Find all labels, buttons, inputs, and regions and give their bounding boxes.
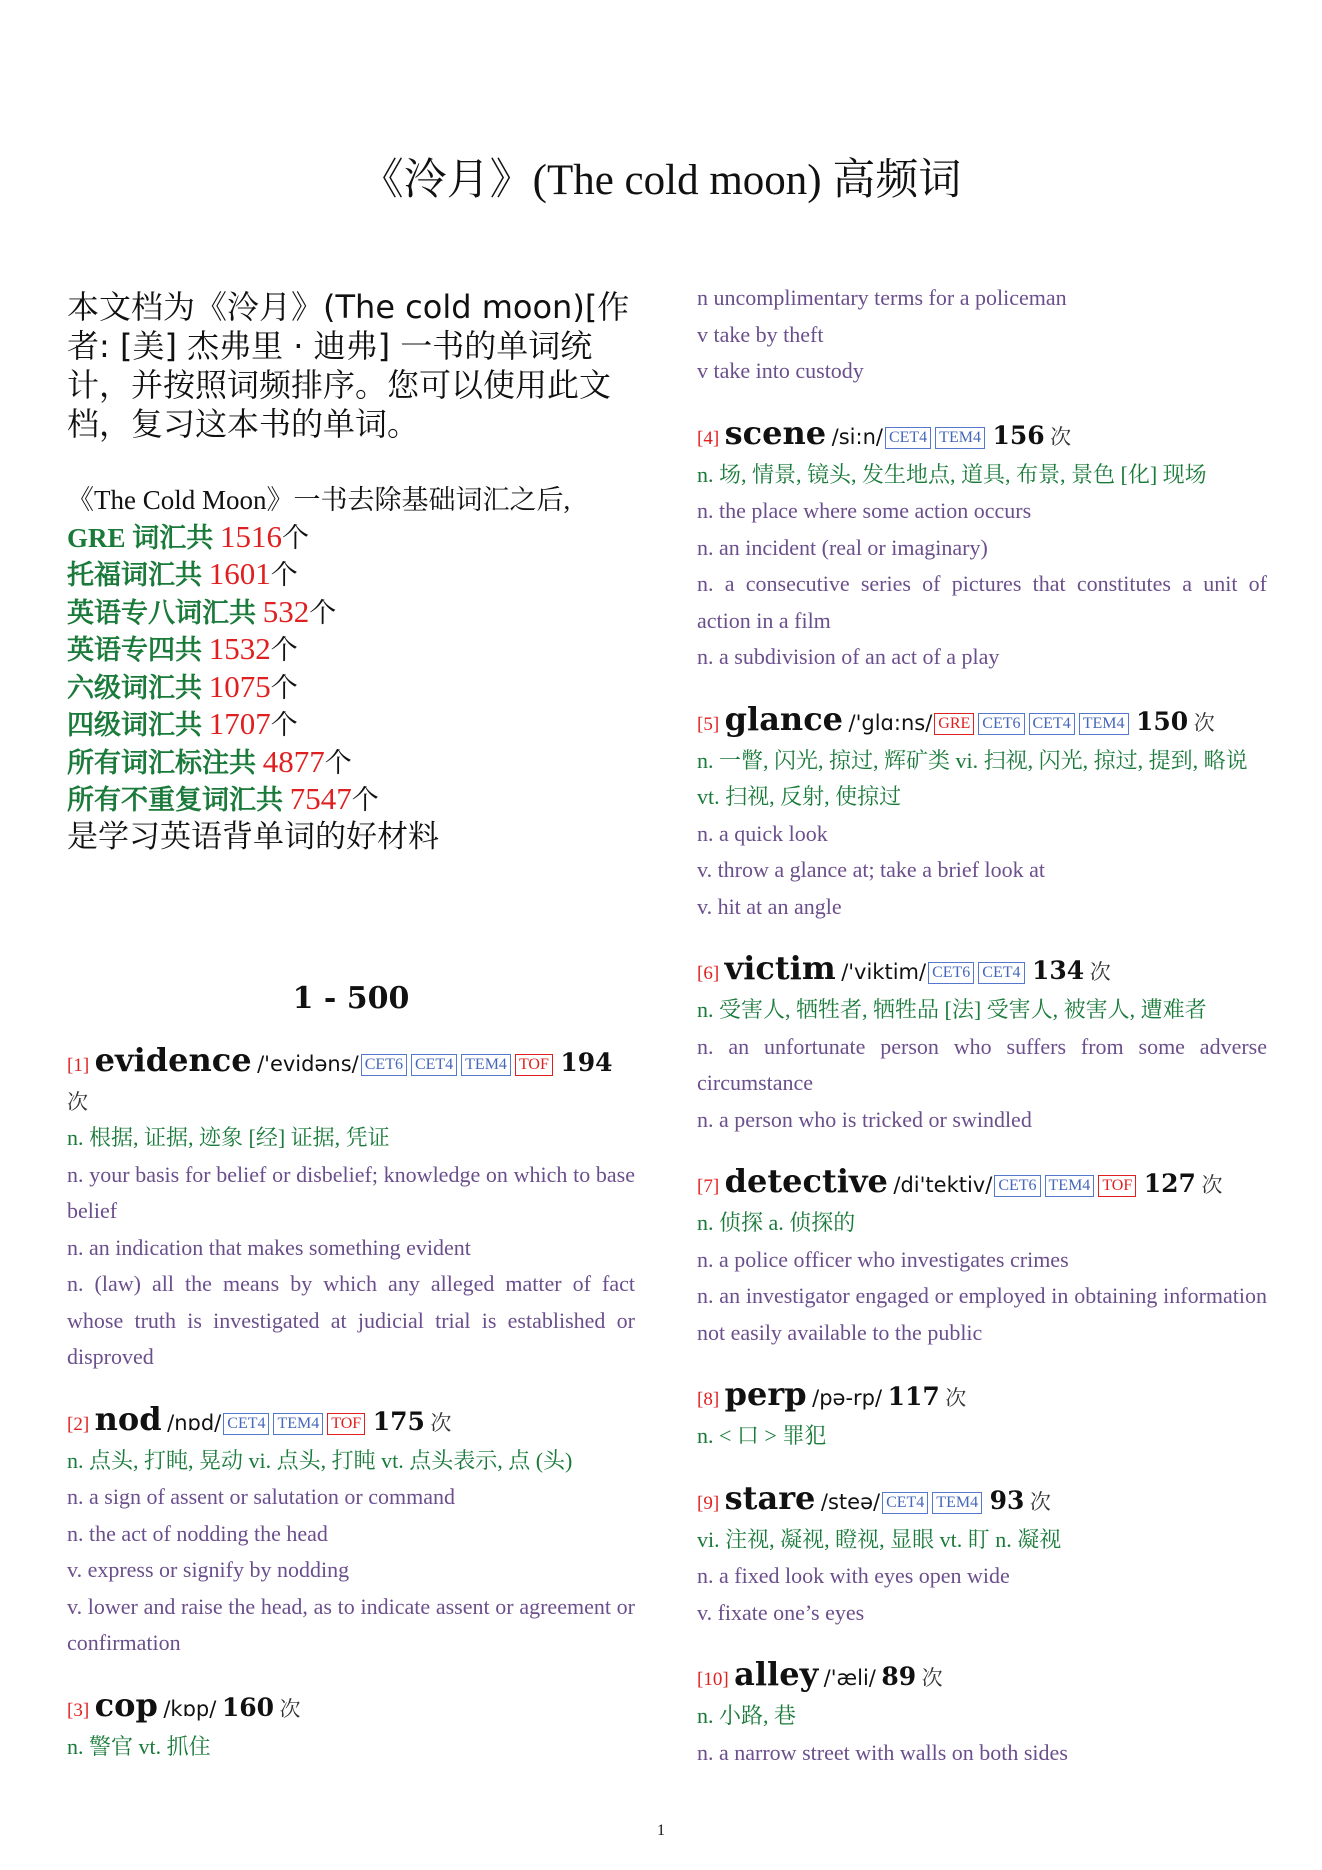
vocab-tag: CET4 [885,427,931,449]
word-entry [67,1401,635,1662]
summary-label: 四级词汇共 [67,710,209,740]
summary-label: GRE 词汇共 [67,522,221,553]
entry-head [697,1480,1267,1522]
vocab-tag: TEM4 [932,1492,982,1514]
chinese-definition: n. 点头, 打盹, 晃动 vi. 点头, 打盹 vt. 点头表示, 点 (头) [67,1447,573,1473]
vocab-tag: CET4 [411,1054,457,1076]
english-definition: n. an incident (real or imaginary) [697,534,988,560]
times-label: 次 [1201,1173,1223,1197]
entry-word: alley [734,1655,819,1693]
entry-ipa: /'æli/ [823,1666,876,1690]
chinese-definition: n. 一瞥, 闪光, 掠过, 辉矿类 vi. 扫视, 闪光, 掠过, 提到, 略说 vt. 扫视, 反射, 使掠过 [697,747,1248,809]
chinese-definition: n. 侦探 a. 侦探的 [697,1210,856,1235]
english-definition: n. a quick look [697,820,828,846]
entry-number: [8] [697,1389,720,1410]
summary-unit: 个 [270,560,298,590]
document-title: 《泠月》(The cold moon) 高频词 [360,157,962,204]
entry-count: 194 [560,1048,613,1077]
summary-value: 4877 [262,743,325,779]
english-definition: v. hit at an angle [697,893,842,919]
entry-head [67,1687,635,1729]
summary-unit: 个 [324,747,352,778]
summary-value: 1601 [208,556,271,591]
word-entry [697,415,1267,676]
english-definition: v take into custody [697,358,864,383]
entry-number: [7] [697,1176,720,1197]
english-definition: n. the act of nodding the head [67,1520,328,1546]
entries-right [697,280,1267,1771]
entry-head [67,1401,635,1443]
entry-word: cop [94,1685,158,1724]
chinese-definition: n. 受害人, 牺牲者, 牺牲品 [法] 受害人, 被害人, 遭难者 [697,997,1207,1022]
entry-ipa: /'viktim/ [841,960,927,984]
entry-count: 89 [881,1662,917,1691]
entry-ipa: /nɒd/ [167,1410,222,1435]
summary-label: 六级词汇共 [67,672,209,703]
vocab-tag: GRE [934,713,974,735]
english-definition: v. express or signify by nodding [67,1557,350,1582]
entry-count: 117 [887,1382,940,1411]
summary-label: 托福词汇共 [67,560,209,590]
word-entry [697,1480,1267,1632]
chinese-definition: n. 根据, 证据, 迹象 [经] 证据, 凭证 [67,1125,390,1150]
entry-count: 175 [372,1406,425,1436]
english-definition: n. a subdivision of an act of a play [697,644,1000,669]
times-label: 次 [921,1666,943,1690]
entry-word: victim [724,949,836,987]
chinese-definition: n. 小路, 巷 [697,1703,797,1728]
english-definition: n. a police officer who investigates crimes [697,1246,1069,1272]
summary-lead: 《The Cold Moon》一书去除基础词汇之后, [67,485,571,515]
english-definition: n. a person who is tricked or swindled [697,1106,1032,1132]
entry-count: 150 [1136,706,1189,736]
entry-word: scene [724,413,827,452]
chinese-definition: n. < 口 > 罪犯 [697,1423,827,1448]
vocab-tag: TOF [327,1413,365,1435]
entry-ipa: /kɒp/ [163,1696,217,1721]
summary-line [67,631,635,669]
word-entry [697,1163,1267,1351]
range-heading: 1 - 500 [292,981,410,1016]
entry-head [67,1042,635,1120]
summary-value: 1707 [208,706,271,741]
entry-ipa: /'evidəns/ [257,1052,359,1076]
vocab-summary [67,482,635,855]
english-definition: n. your basis for belief or disbelief; knowledge on which to base belief [67,1161,635,1223]
summary-unit: 个 [270,635,298,665]
summary-unit: 个 [351,785,379,815]
times-label: 次 [1089,960,1111,984]
entry-head [697,1376,1267,1418]
entry-word: evidence [94,1041,252,1079]
entry-number: [1] [67,1055,90,1076]
vocab-tag: TEM4 [1079,713,1129,735]
summary-label: 所有不重复词汇共 [67,785,290,815]
times-label: 次 [1029,1489,1051,1514]
summary-line [67,706,635,744]
summary-line [67,781,635,819]
word-entry [67,1687,635,1766]
summary-line [67,744,635,782]
entry-count: 93 [989,1485,1025,1515]
english-definition: n. a consecutive series of pictures that constitutes a unit of action in a film [697,571,1267,633]
entry-word: detective [724,1162,888,1200]
summary-value: 532 [262,593,310,629]
summary-unit: 个 [270,672,298,703]
summary-unit: 个 [309,597,337,628]
entry-ipa: /pə-rp/ [812,1386,883,1410]
entry-head [697,950,1267,992]
summary-value: 1075 [208,668,271,704]
entry-word: glance [724,699,844,738]
entry-count: 160 [221,1692,275,1722]
vocab-tag: TOF [515,1054,553,1076]
entry-count: 156 [992,420,1045,450]
summary-label: 所有词汇标注共 [67,747,263,778]
intro-paragraph: 本文档为《泠月》(The cold moon)[作者: [美] 杰弗里 · 迪弗] 一书的单词统计，并按照词频排序。您可以使用此文档，复习这本书的单词。 [67,288,630,443]
summary-line [67,556,635,594]
vocab-tag: TOF [1098,1175,1136,1197]
summary-label: 英语专四共 [67,635,209,665]
vocab-tag: CET4 [223,1413,269,1435]
vocab-tag: TEM4 [273,1413,323,1435]
entry-count: 134 [1032,956,1085,985]
word-entry [697,1656,1267,1771]
times-label: 次 [945,1386,967,1410]
entry-number: [3] [67,1699,90,1721]
entry-ipa: /si:n/ [831,424,883,449]
times-label: 次 [67,1090,88,1114]
english-definition: n. an unfortunate person who suffers from some adverse circumstance [697,1033,1267,1095]
vocab-tag: CET6 [361,1054,407,1076]
vocab-tag: TEM4 [461,1054,511,1076]
english-definition: n. a narrow street with walls on both sides [697,1739,1068,1765]
english-definition: n. (law) all the means by which any alleged matter of fact whose truth is investigated at judicial trial is established or disproved [67,1271,635,1369]
english-definition: v. throw a glance at; take a brief look at [697,857,1045,882]
entry-number: [4] [697,427,720,449]
entry-number: [6] [697,963,720,984]
english-definition: n. the place where some action occurs [697,498,1032,523]
summary-end: 是学习英语背单词的好材料 [67,818,439,854]
entry-word: stare [724,1478,816,1517]
summary-value: 1516 [220,518,283,554]
entry-number: [9] [697,1492,720,1514]
entry-head [697,1163,1267,1205]
page-number: 1 [657,1822,665,1839]
word-entry [697,701,1267,926]
english-definition: n. a sign of assent or salutation or command [67,1484,455,1509]
english-definition: n. a fixed look with eyes open wide [697,1563,1010,1588]
right-column [697,285,1267,1796]
summary-unit: 个 [282,522,310,553]
word-entry-continued [697,280,1267,390]
summary-unit: 个 [270,710,298,740]
word-entry [697,950,1267,1138]
chinese-definition: vi. 注视, 凝视, 瞪视, 显眼 vt. 盯 n. 凝视 [697,1526,1062,1552]
english-definition: n. an investigator engaged or employed in obtaining information not easily available to the public [697,1283,1267,1345]
vocab-tag: CET6 [978,713,1024,735]
english-definition: n uncomplimentary terms for a policeman [697,285,1067,310]
summary-value: 1532 [208,631,271,666]
times-label: 次 [1193,710,1215,735]
times-label: 次 [430,1410,452,1435]
chinese-definition: n. 警官 vt. 抓住 [67,1733,211,1759]
summary-line [67,519,635,557]
english-definition: v. fixate one’s eyes [697,1599,865,1625]
vocab-tag: CET4 [978,962,1024,984]
times-label: 次 [1050,424,1072,449]
entry-ipa: /steə/ [820,1489,881,1514]
times-label: 次 [279,1696,301,1721]
english-definition: v. lower and raise the head, as to indicate assent or agreement or confirmation [67,1593,635,1655]
vocab-tag: CET6 [928,962,974,984]
entry-head [697,415,1267,457]
entry-word: nod [94,1399,162,1438]
vocab-tag: CET6 [994,1175,1040,1197]
vocab-tag: CET4 [1029,713,1075,735]
word-entry [67,1042,635,1376]
entry-ipa: /di'tektiv/ [893,1173,993,1197]
left-column [67,288,635,1790]
word-entry [697,1376,1267,1455]
entry-number: [5] [697,713,720,735]
entry-head [697,1656,1267,1698]
summary-line [67,669,635,707]
entry-head [697,701,1267,743]
english-definition: n. an indication that makes something evident [67,1234,471,1260]
entry-number: [10] [697,1669,729,1690]
entry-count: 127 [1143,1169,1196,1198]
vocab-tag: TEM4 [935,427,985,449]
vocab-tag: TEM4 [1045,1175,1095,1197]
entries-left [67,1042,635,1765]
summary-value: 7547 [289,781,352,816]
entry-ipa: /'glɑ:ns/ [848,710,933,735]
vocab-tag: CET4 [882,1492,928,1514]
entry-word: perp [724,1375,807,1413]
english-definition: v take by theft [697,321,824,347]
summary-line [67,594,635,632]
summary-label: 英语专八词汇共 [67,597,263,628]
chinese-definition: n. 场, 情景, 镜头, 发生地点, 道具, 布景, 景色 [化] 现场 [697,461,1207,487]
entry-number: [2] [67,1413,90,1435]
